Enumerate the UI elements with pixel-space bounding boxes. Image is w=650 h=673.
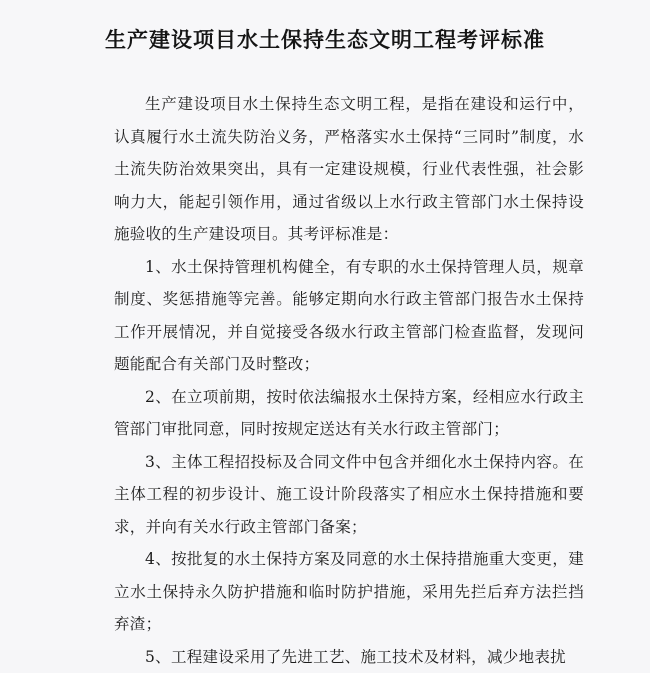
criterion-4-paragraph: 4、按批复的水土保持方案及同意的水土保持措施重大变更，建立水土保持永久防护措施和临时防护措施，采用先拦后弃方法拦挡弃渣；: [114, 543, 584, 641]
document-title: 生产建设项目水土保持生态文明工程考评标准: [0, 24, 650, 54]
criterion-5-paragraph: 5、工程建设采用了先进工艺、施工技术及材料，减少地表扰: [114, 641, 584, 673]
intro-paragraph: 生产建设项目水土保持生态文明工程，是指在建设和运行中，认真履行水土流失防治义务，严格落实水土保持“三同时”制度，水土流失防治效果突出，具有一定建设规模，行业代表性强，社会影响力大，能起引领作用，通过省级以上水行政主管部门水土保持设施验收的生产建设项目。其考评标准是：: [114, 88, 584, 251]
criterion-1-paragraph: 1、水土保持管理机构健全，有专职的水土保持管理人员，规章制度、奖惩措施等完善。能够定期向水行政主管部门报告水土保持工作开展情况，并自觉接受各级水行政主管部门检查监督，发现问题能配合有关部门及时整改；: [114, 251, 584, 381]
document-body: [114, 88, 584, 673]
criterion-2-paragraph: 2、在立项前期，按时依法编报水土保持方案，经相应水行政主管部门审批同意，同时按规定送达有关水行政主管部门；: [114, 381, 584, 446]
criterion-3-paragraph: 3、主体工程招投标及合同文件中包含并细化水土保持内容。在主体工程的初步设计、施工设计阶段落实了相应水土保持措施和要求，并向有关水行政主管部门备案；: [114, 446, 584, 544]
